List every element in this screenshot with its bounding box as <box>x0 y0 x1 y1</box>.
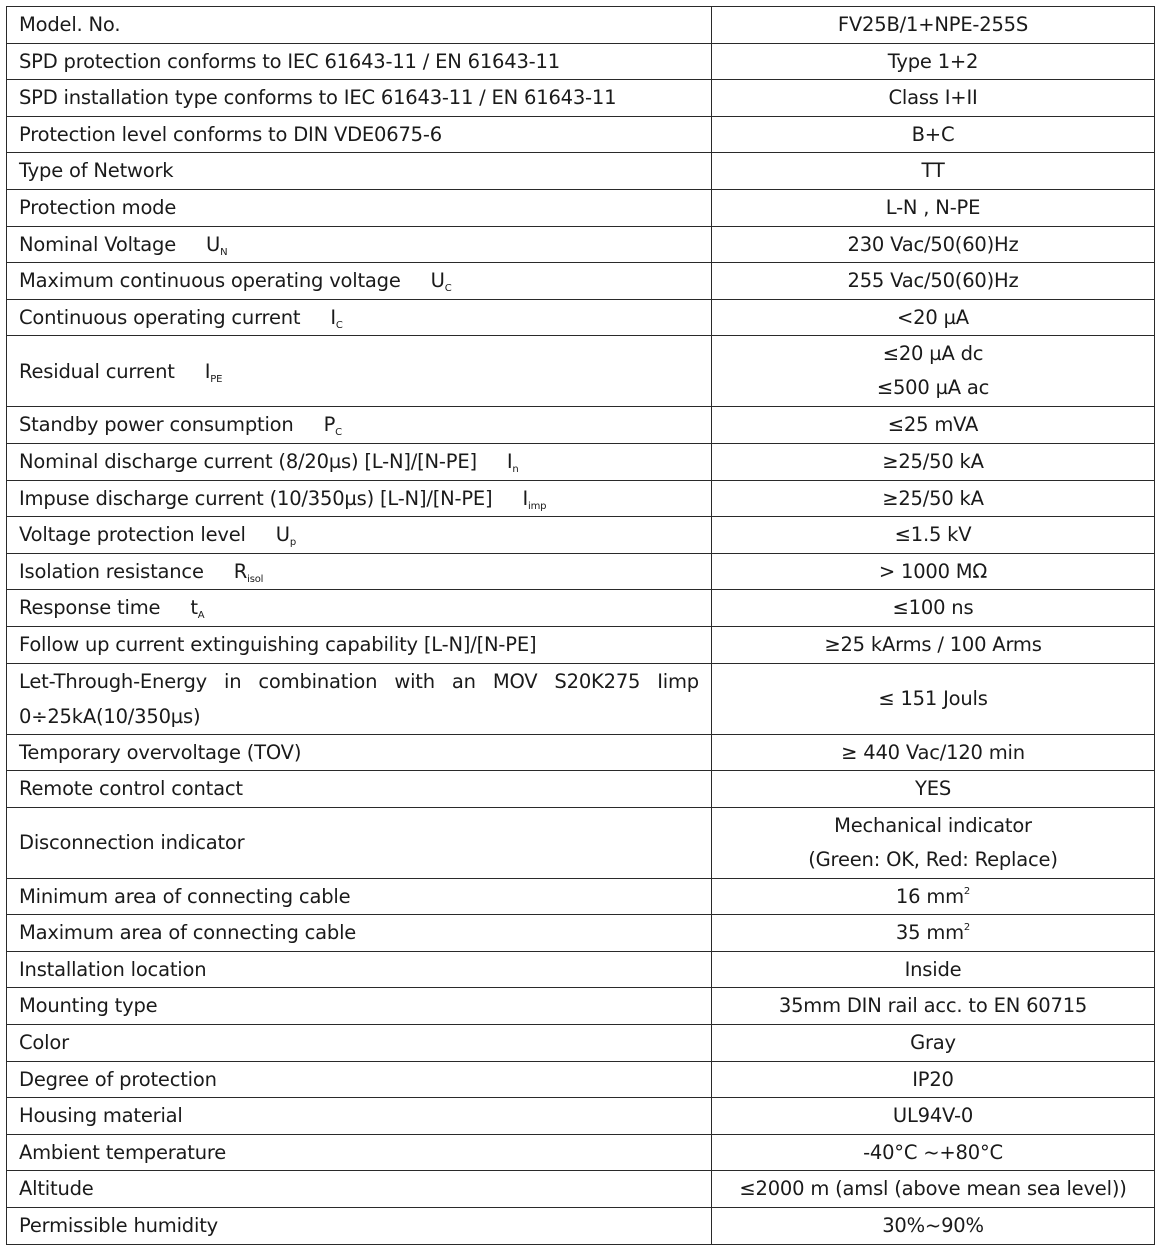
parameter-cell <box>7 7 712 44</box>
value-text: ≥25 kArms / 100 Arms <box>824 632 1042 656</box>
value-text: L-N , N-PE <box>885 195 981 219</box>
parameter-label: Voltage protection level <box>19 523 246 547</box>
parameter-cell <box>7 80 712 117</box>
value-superscript: 2 <box>963 922 971 934</box>
symbol-subscript: n <box>512 463 519 475</box>
table-row <box>7 407 1155 444</box>
value-text: IP20 <box>912 1067 954 1091</box>
value-cell <box>712 1098 1155 1135</box>
symbol-letter: U <box>275 523 290 547</box>
value-cell <box>712 443 1155 480</box>
parameter-cell <box>7 1098 712 1135</box>
parameter-label: SPD installation type conforms to IEC 61643-11 / EN 61643-11 <box>19 86 617 110</box>
value-text: FV25B/1+NPE-255S <box>837 13 1029 36</box>
parameter-symbol <box>206 233 227 256</box>
table-row <box>7 878 1155 915</box>
parameter-label: Impuse discharge current (10/350µs) [L-N]/[N-PE] <box>19 486 493 510</box>
value-text: B+C <box>911 122 955 146</box>
symbol-subscript: C <box>335 427 342 439</box>
value-text: YES <box>914 777 951 801</box>
parameter-symbol <box>205 360 223 383</box>
parameter-label: Mounting type <box>19 994 158 1018</box>
value-cell <box>712 1025 1155 1062</box>
parameter-cell <box>7 626 712 663</box>
value-cell <box>712 771 1155 808</box>
parameter-cell <box>7 1171 712 1208</box>
parameter-label: SPD protection conforms to IEC 61643-11 / EN 61643-11 <box>19 49 560 73</box>
value-text: ≤1.5 kV <box>894 523 972 547</box>
parameter-label: Color <box>19 1031 69 1055</box>
symbol-subscript: PE <box>210 373 223 385</box>
value-text: <20 µA <box>897 305 969 329</box>
table-row <box>7 915 1155 952</box>
value-text: Inside <box>904 957 962 981</box>
value-cell <box>712 915 1155 952</box>
value-cell <box>712 80 1155 117</box>
value-cell <box>712 517 1155 554</box>
symbol-letter: I <box>522 486 529 510</box>
value-text: 16 mm <box>895 884 964 908</box>
value-cell <box>712 263 1155 300</box>
value-cell <box>712 553 1155 590</box>
parameter-label: Temporary overvoltage (TOV) <box>19 740 302 764</box>
value-cell <box>712 807 1155 878</box>
parameter-symbol <box>522 487 546 510</box>
specification-table-body <box>7 7 1155 1245</box>
parameter-symbol <box>430 269 452 295</box>
value-cell <box>712 590 1155 627</box>
parameter-symbol <box>323 413 342 439</box>
parameter-label: Housing material <box>19 1104 183 1128</box>
value-text: -40°C ~+80°C <box>863 1140 1003 1164</box>
parameter-cell <box>7 878 712 915</box>
table-row <box>7 807 1155 878</box>
parameter-cell <box>7 771 712 808</box>
parameter-cell <box>7 1061 712 1098</box>
table-row <box>7 553 1155 590</box>
table-row <box>7 626 1155 663</box>
parameter-cell <box>7 43 712 80</box>
table-row <box>7 116 1155 153</box>
value-cell <box>712 336 1155 407</box>
parameter-label: Degree of protection <box>19 1067 217 1091</box>
value-cell <box>712 153 1155 190</box>
table-row <box>7 480 1155 517</box>
parameter-cell <box>7 299 712 336</box>
symbol-subscript: p <box>289 537 296 549</box>
table-row <box>7 299 1155 336</box>
value-cell <box>712 626 1155 663</box>
parameter-cell <box>7 807 712 878</box>
parameter-cell <box>7 443 712 480</box>
parameter-symbol <box>330 306 342 329</box>
symbol-subscript: N <box>220 246 228 258</box>
table-row <box>7 517 1155 554</box>
table-row <box>7 1208 1155 1245</box>
parameter-cell <box>7 189 712 226</box>
table-row <box>7 1134 1155 1171</box>
value-cell <box>712 1134 1155 1171</box>
parameter-label-line: 0÷25kA(10/350µs) <box>19 704 201 728</box>
table-row <box>7 1061 1155 1098</box>
parameter-label: Protection level conforms to DIN VDE0675-6 <box>19 122 442 146</box>
value-cell <box>712 189 1155 226</box>
value-text: 30%~90% <box>882 1214 984 1238</box>
parameter-label: Residual current <box>19 359 175 383</box>
value-cell <box>712 299 1155 336</box>
parameter-label: Ambient temperature <box>19 1140 227 1164</box>
value-text: > 1000 MΩ <box>878 559 988 583</box>
parameter-label: Response time <box>19 596 161 620</box>
parameter-label: Altitude <box>19 1177 94 1201</box>
table-row <box>7 263 1155 300</box>
value-text: Mechanical indicator <box>834 813 1032 837</box>
symbol-subscript: C <box>444 283 452 295</box>
value-text: Class I+II <box>888 86 978 110</box>
table-row <box>7 988 1155 1025</box>
parameter-cell <box>7 734 712 771</box>
parameter-label: Type of Network <box>19 159 174 183</box>
table-row <box>7 1098 1155 1135</box>
parameter-label: Permissible humidity <box>19 1214 218 1238</box>
value-cell <box>712 226 1155 263</box>
parameter-symbol <box>507 450 519 473</box>
value-text: 255 Vac/50(60)Hz <box>847 269 1019 293</box>
parameter-label-line: Let-Through-Energy in combination with an MOV S20K275 Iimp <box>19 669 699 693</box>
parameter-cell <box>7 1208 712 1245</box>
parameter-cell <box>7 1025 712 1062</box>
table-row <box>7 771 1155 808</box>
parameter-label: Continuous operating current <box>19 305 301 329</box>
symbol-letter: t <box>190 596 198 620</box>
specification-table <box>6 6 1155 1245</box>
parameter-label: Maximum area of connecting cable <box>19 921 357 945</box>
symbol-letter: I <box>204 359 211 383</box>
value-text: ≤25 mVA <box>887 413 979 437</box>
parameter-label: Remote control contact <box>19 777 243 801</box>
parameter-symbol <box>190 596 205 622</box>
parameter-symbol <box>234 560 263 583</box>
parameter-label: Nominal Voltage <box>19 232 176 256</box>
value-cell <box>712 663 1155 734</box>
value-text: ≤ 151 Jouls <box>878 686 988 710</box>
value-text: (Green: OK, Red: Replace) <box>808 847 1058 871</box>
parameter-cell <box>7 153 712 190</box>
parameter-label: Nominal discharge current (8/20µs) [L-N]/[N-PE] <box>19 449 477 473</box>
parameter-label: Follow up current extinguishing capability [L-N]/[N-PE] <box>19 632 537 656</box>
symbol-letter: P <box>323 413 336 437</box>
parameter-cell <box>7 517 712 554</box>
value-cell <box>712 734 1155 771</box>
value-text: 230 Vac/50(60)Hz <box>847 232 1019 256</box>
parameter-cell <box>7 553 712 590</box>
table-row <box>7 43 1155 80</box>
parameter-cell <box>7 988 712 1025</box>
value-cell <box>712 1061 1155 1098</box>
value-cell <box>712 878 1155 915</box>
parameter-label: Protection mode <box>19 195 177 219</box>
table-row <box>7 590 1155 627</box>
parameter-cell <box>7 663 712 734</box>
value-text: ≤100 ns <box>892 596 974 620</box>
parameter-cell <box>7 915 712 952</box>
value-cell <box>712 407 1155 444</box>
value-cell <box>712 1171 1155 1208</box>
value-text: Gray <box>910 1031 956 1055</box>
parameter-cell <box>7 226 712 263</box>
parameter-label: Disconnection indicator <box>19 830 245 854</box>
table-row <box>7 734 1155 771</box>
parameter-label: Installation location <box>19 957 207 981</box>
table-row <box>7 1025 1155 1062</box>
parameter-label: Model. No. <box>19 13 121 36</box>
table-row <box>7 7 1155 44</box>
value-text: ≤500 µA ac <box>876 376 990 400</box>
table-row <box>7 443 1155 480</box>
value-text: 35 mm <box>895 921 964 945</box>
value-cell <box>712 116 1155 153</box>
value-superscript: 2 <box>963 885 971 897</box>
value-text: 35mm DIN rail acc. to EN 60715 <box>778 994 1088 1018</box>
value-cell <box>712 7 1155 44</box>
parameter-cell <box>7 407 712 444</box>
symbol-subscript: isol <box>247 573 264 585</box>
value-cell <box>712 988 1155 1025</box>
parameter-cell <box>7 336 712 407</box>
parameter-label: Maximum continuous operating voltage <box>19 269 401 293</box>
value-cell <box>712 43 1155 80</box>
table-row <box>7 226 1155 263</box>
parameter-label: Minimum area of connecting cable <box>19 884 351 908</box>
table-row <box>7 80 1155 117</box>
value-cell <box>712 951 1155 988</box>
value-text: ≤20 µA dc <box>882 342 984 366</box>
table-row <box>7 1171 1155 1208</box>
parameter-cell <box>7 590 712 627</box>
table-row <box>7 189 1155 226</box>
table-row <box>7 336 1155 407</box>
parameter-label: Isolation resistance <box>19 559 204 583</box>
value-cell <box>712 480 1155 517</box>
value-text: ≥25/50 kA <box>882 486 984 510</box>
symbol-letter: U <box>430 269 445 293</box>
parameter-label: Standby power consumption <box>19 413 294 437</box>
parameter-cell <box>7 480 712 517</box>
symbol-letter: U <box>206 232 221 256</box>
value-text: TT <box>921 159 945 183</box>
value-text: ≥25/50 kA <box>882 449 984 473</box>
symbol-subscript: imp <box>528 500 547 512</box>
parameter-cell <box>7 1134 712 1171</box>
value-text: Type 1+2 <box>887 49 979 73</box>
value-cell <box>712 1208 1155 1245</box>
table-row <box>7 663 1155 734</box>
symbol-letter: I <box>330 305 336 329</box>
symbol-subscript: A <box>197 610 205 622</box>
parameter-cell <box>7 951 712 988</box>
symbol-letter: I <box>506 449 513 473</box>
table-row <box>7 153 1155 190</box>
symbol-letter: R <box>233 559 248 583</box>
parameter-cell <box>7 116 712 153</box>
value-text: ≥ 440 Vac/120 min <box>841 740 1025 764</box>
parameter-cell <box>7 263 712 300</box>
value-text: UL94V-0 <box>892 1104 974 1128</box>
parameter-symbol <box>275 523 296 549</box>
table-row <box>7 951 1155 988</box>
symbol-subscript: C <box>335 319 343 331</box>
value-text: ≤2000 m (amsl (above mean sea level)) <box>739 1177 1127 1201</box>
